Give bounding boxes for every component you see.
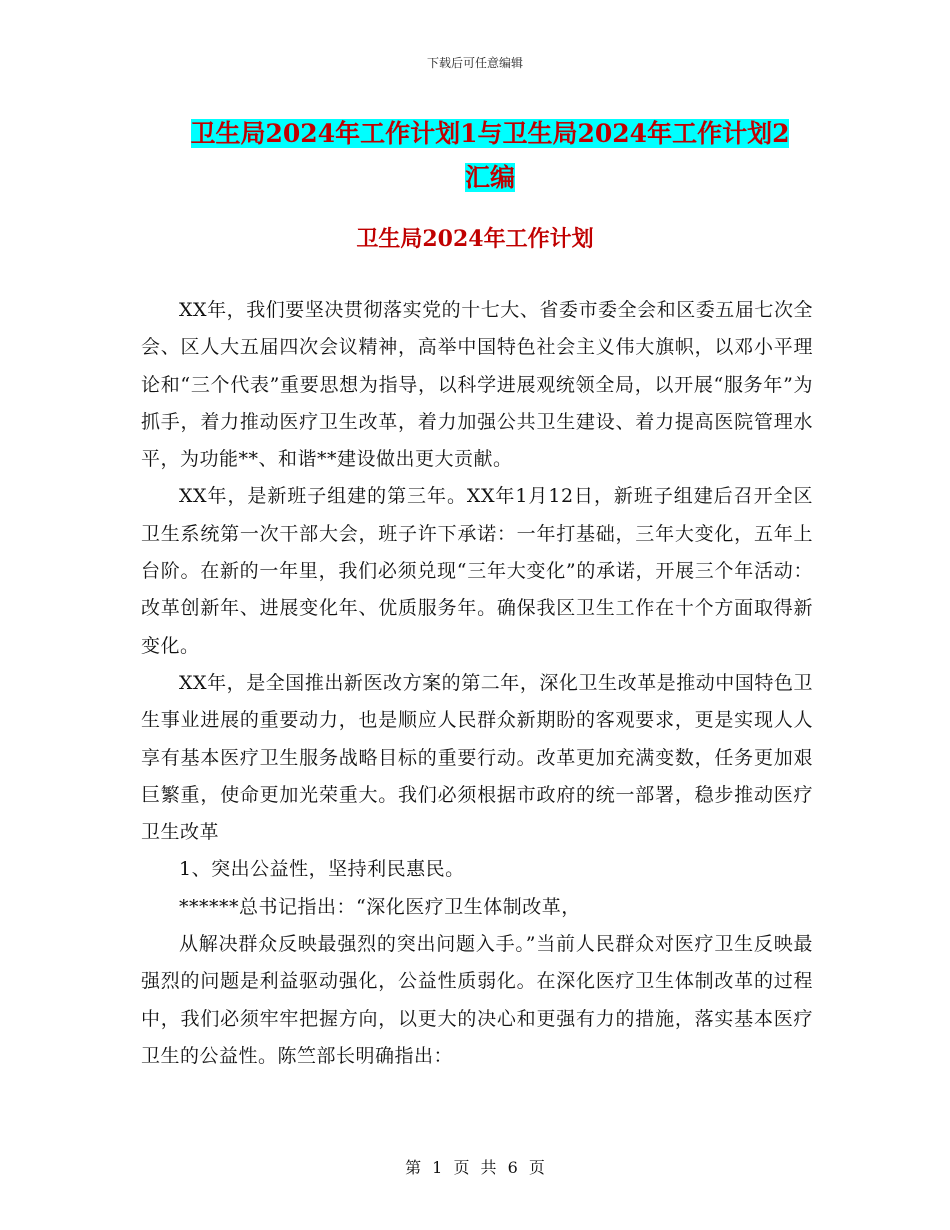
title-line-1: 卫生局2024年工作计划1与卫生局2024年工作计划2: [190, 119, 790, 148]
paragraph: XX年，是全国推出新医改方案的第二年，深化卫生改革是推动中国特色卫生事业进展的重要动力，也是顺应人民群众新期盼的客观要求，更是实现人人享有基本医疗卫生服务战略目标的重要行动。改革更加充满变数，任务更加艰巨繁重，使命更加光荣重大。我们必须根据市政府的统一部署，稳步推动医疗卫生改革: [141, 671, 813, 844]
paragraph: 从解决群众反映最强烈的突出问题入手。”当前人民群众对医疗卫生反映最强烈的问题是利益驱动强化，公益性质弱化。在深化医疗卫生体制改革的过程中，我们必须牢牢把握方向，以更大的决心和更强有力的措施，落实基本医疗卫生的公益性。陈竺部长明确指出：: [141, 933, 813, 1067]
page-header: 下载后可任意编辑: [426, 56, 523, 70]
document-title: [140, 112, 840, 200]
document-body: [141, 292, 813, 1075]
page-footer: 第 1 页 共 6 页: [405, 1158, 545, 1177]
section-title: 卫生局2024年工作计划: [356, 226, 594, 252]
title-line-2: 汇编: [464, 163, 515, 192]
paragraph: ******总书记指出：“深化医疗卫生体制改革，: [179, 895, 581, 918]
paragraph: 1、突出公益性，坚持利民惠民。: [179, 858, 465, 881]
paragraph: XX年，我们要坚决贯彻落实党的十七大、省委市委全会和区委五届七次全会、区人大五届四次会议精神，高举中国特色社会主义伟大旗帜，以邓小平理论和“三个代表”重要思想为指导，以科学进展观统领全局，以开展“服务年”为抓手，着力推动医疗卫生改革，着力加强公共卫生建设、着力提高医院管理水平，为功能**、和谐**建设做出更大贡献。: [141, 299, 813, 471]
paragraph: XX年，是新班子组建的第三年。XX年1月12日，新班子组建后召开全区卫生系统第一次干部大会，班子许下承诺：一年打基础，三年大变化，五年上台阶。在新的一年里，我们必须兑现“三年大变化”的承诺，开展三个年活动：改革创新年、进展变化年、优质服务年。确保我区卫生工作在十个方面取得新变化。: [141, 485, 813, 657]
